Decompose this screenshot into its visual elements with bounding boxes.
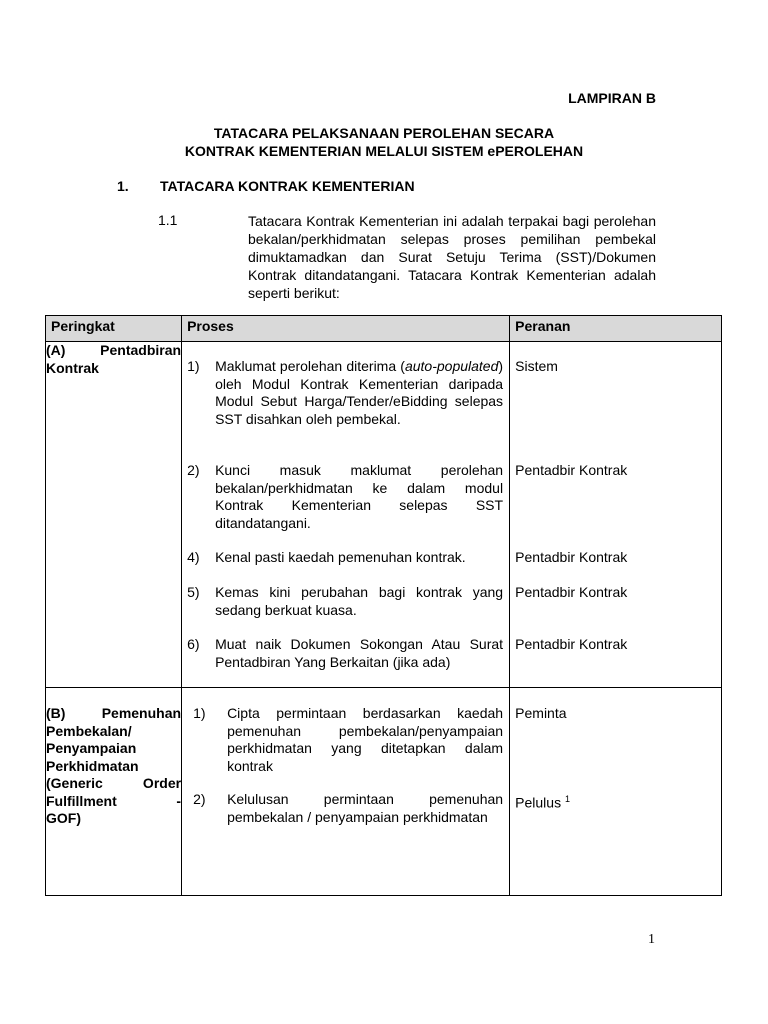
appendix-label: LAMPIRAN B — [568, 90, 656, 106]
page-number: 1 — [648, 932, 655, 947]
role-a4: Pentadbir Kontrak — [515, 549, 628, 565]
item-text: Kemas kini perubahan bagi kontrak yang sedang berkuat kuasa. — [215, 584, 504, 618]
section-title: TATACARA KONTRAK KEMENTERIAN — [160, 178, 415, 194]
document-title-line-1: TATACARA PELAKSANAAN PEROLEHAN SECARA — [213, 125, 555, 141]
role-a1: Sistem — [515, 358, 558, 374]
stage-a-line-1: (A) Pentadbiran — [46, 342, 182, 358]
stage-b-line-6: Fulfillment - — [46, 792, 182, 809]
stage-b-line-7: GOF) — [46, 810, 81, 826]
stage-a-line-2: Kontrak — [46, 359, 99, 376]
item-text: Maklumat perolehan diterima (auto-populated) oleh Modul Kontrak Kementerian daripada Modul Sebut Harga/Tender/eBidding selepas SST disahkan oleh pembekal. — [215, 358, 504, 427]
process-cell-a — [182, 342, 510, 688]
table-row-b — [46, 688, 722, 896]
item-text: Cipta permintaan berdasarkan kaedah pemenuhan pembekalan/penyampaian perkhidmatan yang ditetapkan dalam kontrak — [227, 705, 504, 774]
item-text: Kelulusan permintaan pemenuhan pembekalan / penyampaian perkhidmatan — [227, 791, 504, 825]
header-peringkat: Peringkat — [46, 316, 182, 342]
role-a5: Pentadbir Kontrak — [515, 584, 628, 600]
item-number: 5) — [187, 584, 200, 600]
process-cell-b — [182, 688, 510, 896]
process-table — [45, 315, 722, 896]
item-number: 6) — [187, 636, 200, 652]
footnote-marker: 1 — [564, 794, 570, 804]
paragraph-text: Tatacara Kontrak Kementerian ini adalah terpakai bagi perolehan bekalan/perkhidmatan selepas proses pemilihan pembekal dimuktamadkan dan Surat Setuju Terima (SST)/Dokumen Kontrak ditandatangani. Tatacara Kontrak Kementerian adalah seperti berikut: — [248, 213, 656, 301]
section-number: 1. — [117, 178, 129, 194]
stage-b-line-5: (Generic Order — [46, 775, 182, 791]
item-number: 2) — [187, 462, 200, 478]
role-a6: Pentadbir Kontrak — [515, 636, 628, 652]
role-b1: Peminta — [515, 705, 567, 721]
table-row-a — [46, 342, 722, 688]
stage-b-line-2: Pembekalan/ — [46, 722, 132, 739]
item-number: 1) — [187, 358, 200, 374]
table-header-row — [46, 316, 722, 342]
stage-b-line-1: (B) Pemenuhan — [46, 705, 182, 721]
item-text: Kunci masuk maklumat perolehan bekalan/perkhidmatan ke dalam modul Kontrak Kementerian selepas SST ditandatangani. — [215, 462, 504, 531]
item-text: Muat naik Dokumen Sokongan Atau Surat Pentadbiran Yang Berkaitan (jika ada) — [215, 636, 504, 670]
role-b2: Pelulus $^1$ — [515, 794, 570, 811]
stage-b — [46, 688, 182, 896]
header-proses: Proses — [182, 316, 510, 342]
role-a2: Pentadbir Kontrak — [515, 462, 628, 478]
stage-b-line-3: Penyampaian — [46, 740, 137, 756]
item-text: Kenal pasti kaedah pemenuhan kontrak. — [215, 549, 466, 565]
item-number: 4) — [187, 549, 200, 565]
role-cell-a — [510, 342, 722, 688]
stage-b-line-4: Perkhidmatan — [46, 757, 139, 774]
header-peranan: Peranan — [510, 316, 722, 342]
item-number: 1) — [193, 705, 206, 721]
item-number: 2) — [193, 791, 206, 807]
document-title-line-2: KONTRAK KEMENTERIAN MELALUI SISTEM ePEROLEHAN — [184, 143, 584, 159]
role-cell-b — [510, 688, 722, 896]
stage-a — [46, 342, 182, 688]
paragraph-number: 1.1 — [158, 212, 178, 228]
